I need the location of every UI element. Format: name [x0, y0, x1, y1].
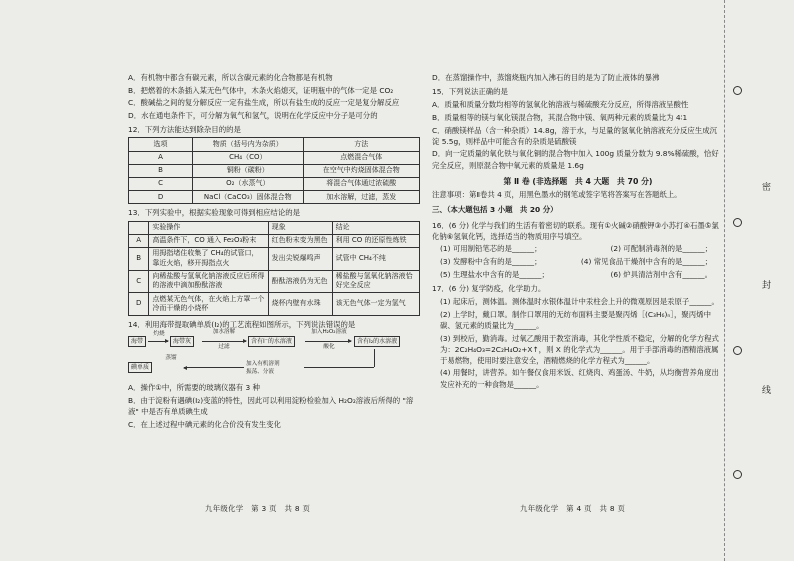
table-header-cell: 结论	[332, 221, 419, 234]
table-cell: 在空气中灼烧固体混合物	[303, 164, 419, 177]
q17-item: (1) 起床后，测体温。测体温时水银体温计中汞柱会上升的微观原因是汞原子______。	[440, 297, 719, 306]
table-cell: O₂（水蒸气）	[193, 177, 304, 190]
q16-fill-blank-item: (6) 炉具清洁剂中含有______。	[610, 269, 712, 279]
q17-item: (3) 到校后，勤消毒。过氧乙酸用于教室消毒，其化学性质不稳定，分解的化学方程式为：2C₂H₄O₃=2C₂H₄O₂+X↑，则 X 的化学式为______。用于手部消毒的酒精溶液属于易燃物，使用时要注意安全，酒精燃烧的化学方程式为______。	[440, 333, 719, 365]
table-header-cell: 选项	[129, 138, 193, 151]
binding-margin	[724, 0, 794, 561]
binding-hole-circle	[733, 470, 742, 479]
q15-option-line: B．质量相等的镁与氧化镁混合物，其混合物中镁、氧两种元素的质量比为 4∶1	[432, 112, 688, 122]
q17-items	[432, 296, 724, 390]
margin-char-line: 线	[762, 386, 772, 396]
q12-table-row	[129, 151, 420, 164]
q13-table-row	[129, 293, 420, 316]
prev-question-options	[128, 72, 420, 121]
flow-label-acidify: 酸化	[323, 344, 335, 351]
option-line: D．水在通电条件下，可分解为氧气和氢气，说明在化学反应中分子是可分的	[128, 111, 378, 121]
flow-box-iodide-solution: 含有I⁻的水溶液	[248, 336, 295, 347]
flow-box-haidai: 海带	[128, 336, 146, 347]
table-cell: 发出尖锐爆鸣声	[268, 247, 332, 270]
binding-hole-circle	[733, 218, 742, 227]
table-cell: 向稀盐酸与氢氧化钠溶液反应后所得的溶液中滴加酚酞溶液	[149, 270, 268, 293]
q14-option-line: C．在上述过程中碘元素的化合价没有发生变化	[128, 419, 281, 429]
table-cell: 该无色气体一定为氢气	[332, 293, 419, 316]
table-header-cell: 现象	[268, 221, 332, 234]
page-left	[128, 72, 420, 522]
table-cell: 试管中 CH₄不纯	[332, 247, 419, 270]
table-cell: B	[129, 247, 149, 270]
table-cell: A	[129, 151, 193, 164]
flow-connector-back	[304, 367, 374, 368]
table-cell: 烧杯内壁有水珠	[268, 293, 332, 316]
q16-items	[432, 243, 724, 280]
q16-fill-blank-item: (5) 生理盐水中含有的是______；	[440, 269, 549, 279]
q16-fill-blank-item: (1) 可用制铅笔芯的是______；	[440, 244, 542, 254]
table-cell: C	[129, 270, 149, 293]
q17-item: (4) 用餐时，讲营养。如午餐仅食用米饭、红烧肉、鸡蛋汤、牛奶，从均衡营养角度出发应补充的一种食物是______。	[440, 368, 719, 389]
table-cell: 红色粉末变为黑色	[268, 234, 332, 247]
q13-table-row	[129, 270, 420, 293]
q14-flowchart	[128, 329, 420, 378]
table-cell: 点燃某无色气体，在火焰上方罩一个冷而干燥的小烧杯	[149, 293, 268, 316]
flow-label-distill: 蒸馏	[165, 355, 177, 362]
q14-option-line: B．由于淀粉有遇碘(I₂)变蓝的特性，因此可以利用淀粉检验加入 H₂O₂溶液后所得的 "溶液" 中是否有单质碘生成	[128, 395, 414, 416]
table-cell: 利用 CO 的还原性炼铁	[332, 234, 419, 247]
table-cell: NaCl（CaCO₃）固体混合物	[193, 191, 304, 204]
flow-box-iodine: 碘单质	[128, 362, 152, 373]
option-line: A．有机物中都含有碳元素，所以含碳元素的化合物都是有机物	[128, 73, 333, 82]
table-cell: 酚酞溶液仍为无色	[268, 270, 332, 293]
table-cell: C	[129, 177, 193, 190]
q15-option-line: C．硝酸镁样品（含一种杂质）14.8g，溶于水，与足量的氢氧化钠溶液充分反应生成沉淀 5.5g，则样品中可能含有的杂质是硫酸镁	[432, 125, 717, 146]
page-left-footer: 九年级化学 第 3 页 共 8 页	[205, 504, 311, 513]
table-cell: CH₄（CO）	[193, 151, 304, 164]
q15-option-line: D．向一定质量的氧化铁与氧化铜的混合物中加入 100g 质量分数为 9.8%稀硫酸，恰好完全反应，则原混合物中氧元素的质量是 1.6g	[432, 149, 719, 170]
table-header-cell	[129, 221, 149, 234]
page-right-footer: 九年级化学 第 4 页 共 8 页	[520, 504, 626, 513]
q14-title: 14．利用海带提取碘单质(I₂)的工艺流程如图所示，下列说法错误的是	[128, 319, 356, 329]
q16-item-row	[432, 243, 724, 254]
q15-options	[432, 99, 724, 170]
q16-title: 16．(6 分) 化学与我们的生活有着密切的联系。现有①火碱②硝酸钾③小苏打④石墨⑤氯化钠⑥氢氧化钙，选择适当的物质用序号填空。	[432, 220, 719, 241]
q15-option-line: A．质量和质量分数均相等的氢氧化钠溶液与稀硫酸充分反应，所得溶液呈酸性	[432, 100, 689, 110]
q14-option-line: A．操作①中，所需要的玻璃仪器有 3 种	[128, 383, 260, 393]
binding-hole-circle	[733, 86, 742, 95]
flow-arrow-2	[202, 341, 246, 342]
q16-item-row	[432, 256, 724, 267]
flow-arrow-3	[305, 341, 351, 342]
margin-char-seal-2: 封	[762, 281, 772, 291]
flow-label-burn: 灼烧	[153, 331, 165, 338]
margin-char-seal: 密	[762, 183, 772, 193]
part-3-heading: 三、（本大题包括 3 小题 共 20 分）	[432, 205, 558, 215]
table-header-cell: 实验操作	[149, 221, 268, 234]
table-cell: 将混合气体通过浓硫酸	[303, 177, 419, 190]
q16-item-row	[432, 269, 724, 280]
q14-options	[128, 382, 420, 430]
section-2-note: 注意事项：第Ⅱ卷共 4 页，用黑色墨水的钢笔或签字笔将答案写在答题纸上。	[432, 190, 682, 200]
q12-table	[128, 137, 420, 204]
table-cell: D	[129, 191, 193, 204]
q16-fill-blank-item: (3) 发酵粉中含有的是______；	[440, 257, 542, 267]
flow-label-add-solvent: 加入有机溶剂	[246, 361, 280, 368]
table-cell: D	[129, 293, 149, 316]
table-cell: 加水溶解，过滤，蒸发	[303, 191, 419, 204]
table-cell: A	[129, 234, 149, 247]
flow-label-shake: 振荡、分液	[246, 369, 274, 376]
q17-title: 17．(6 分) 复学防疫，化学助力。	[432, 283, 546, 293]
flow-label-filter: 过滤	[218, 344, 230, 351]
q13-table-row	[129, 247, 420, 270]
q15-title: 15．下列说法正确的是	[432, 87, 508, 97]
q12-table-row	[129, 164, 420, 177]
q13-title: 13．下列实验中，根据实验现象可得到相应结论的是	[128, 208, 301, 218]
flow-arrow-1	[148, 341, 168, 342]
table-header-cell: 物质（括号内为杂质）	[193, 138, 304, 151]
section-2-heading: 第 Ⅱ 卷 (非选择题 共 4 大题 共 70 分)	[503, 176, 653, 186]
flow-label-dissolve: 加水溶解	[212, 329, 236, 336]
table-cell: B	[129, 164, 193, 177]
page-right	[432, 72, 724, 522]
table-cell: 用拇指堵住收集了 CH₄的试管口，靠近火焰，移开拇指点火	[149, 247, 268, 270]
q12-table-row	[129, 177, 420, 190]
q16-fill-blank-item: (2) 可配制消毒剂的是______；	[610, 244, 712, 254]
flow-box-ash: 海带灰	[170, 336, 194, 347]
option-line: B．把燃着的木条插入某无色气体中，木条火焰熄灭，证明瓶中的气体一定是 CO₂	[128, 85, 394, 95]
q13-table-row	[129, 234, 420, 247]
flow-box-iodine-solution: 含有I₂的水溶液	[354, 336, 400, 347]
q12-title: 12．下列方法能达到除杂目的的是	[128, 125, 241, 135]
q16-fill-blank-item: (4) 常见食品干燥剂中含有的是______；	[580, 257, 712, 267]
q17-item: (2) 上学时，戴口罩。制作口罩用的无纺布面料主要是聚丙烯［(C₃H₆)ₙ］，聚丙烯中碳、氢元素的质量比为______。	[440, 309, 711, 330]
table-cell: 铜粉（碳粉）	[193, 164, 304, 177]
table-cell: 点燃混合气体	[303, 151, 419, 164]
option-line: C．酸碱盐之间的复分解反应一定有盐生成，所以有盐生成的反应一定是复分解反应	[128, 98, 400, 108]
flow-label-add-h2o2: 加入H₂O₂溶液	[311, 329, 347, 336]
table-cell: 稀盐酸与氢氧化钠溶液恰好完全反应	[332, 270, 419, 293]
q12-table-row	[129, 191, 420, 204]
table-cell: 高温条件下，CO 通入 Fe₂O₃粉末	[149, 234, 268, 247]
flow-connector-down	[374, 349, 375, 367]
flow-arrow-5	[184, 367, 244, 368]
binding-hole-circle	[733, 346, 742, 355]
prev-question-option-d: D．在蒸馏操作中，蒸馏烧瓶内加入沸石的目的是为了防止液体的暴沸	[432, 73, 660, 82]
q13-table	[128, 221, 420, 316]
table-header-cell: 方法	[303, 138, 419, 151]
